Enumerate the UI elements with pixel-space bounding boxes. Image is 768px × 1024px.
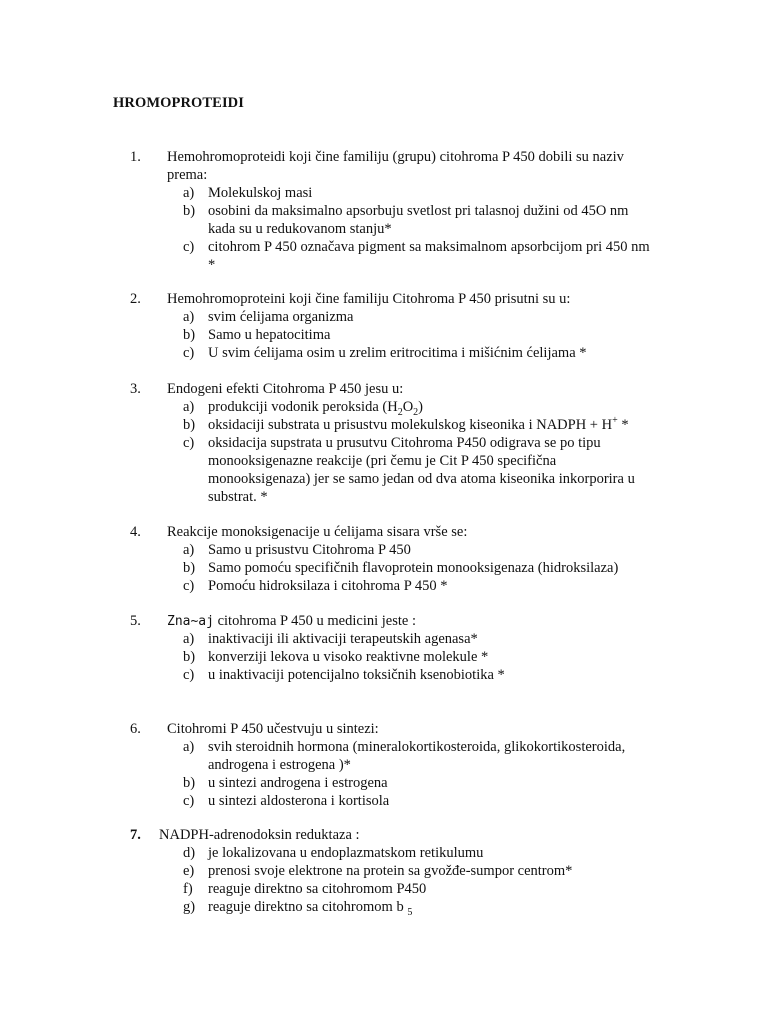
option-text: u sintezi aldosterona i kortisola bbox=[208, 793, 390, 809]
option-text bbox=[208, 398, 656, 416]
question-number: 3. bbox=[130, 381, 141, 397]
option-text-part: O bbox=[402, 399, 414, 415]
option-text: citohrom P 450 označava pigment sa maksimalnom apsorbcijom pri 450 nm * bbox=[208, 239, 650, 273]
question-7-options bbox=[0, 844, 768, 916]
option-label: a) bbox=[183, 631, 195, 647]
question-text-mono: Zna~aj bbox=[167, 614, 214, 629]
option-text: Samo pomoću specifičnih flavoprotein monooksigenaza (hidroksilaza) bbox=[208, 560, 619, 576]
option bbox=[0, 738, 768, 774]
question-1-options bbox=[0, 184, 768, 274]
document-title: HROMOPROTEIDI bbox=[113, 95, 244, 111]
option-label: a) bbox=[183, 542, 195, 558]
option bbox=[0, 559, 768, 577]
question-text: Endogeni efekti Citohroma P 450 jesu u: bbox=[167, 381, 404, 397]
option-text: konverziji lekova u visoko reaktivne molekule * bbox=[208, 649, 489, 665]
option-text: svih steroidnih hormona (mineralokortikosteroida, glikokortikosteroida, androgena i estrogena )* bbox=[208, 739, 626, 773]
question-5-options bbox=[0, 630, 768, 684]
option bbox=[0, 792, 768, 810]
question-text bbox=[167, 612, 657, 631]
option-label: e) bbox=[183, 863, 195, 879]
question-2-options bbox=[0, 308, 768, 362]
question-3-options bbox=[0, 398, 768, 506]
question-text: Hemohromoproteini koji čine familiju Citohroma P 450 prisutni su u: bbox=[167, 291, 571, 307]
option-label: b) bbox=[183, 775, 196, 791]
option-text-part: produkciji vodonik peroksida (H bbox=[208, 399, 398, 415]
option-text: U svim ćelijama osim u zrelim eritrocitima i mišićnim ćelijama * bbox=[208, 345, 587, 361]
option-text-part: ) bbox=[418, 399, 424, 415]
option-label: c) bbox=[183, 435, 195, 451]
option-label: c) bbox=[183, 345, 195, 361]
option-label: g) bbox=[183, 899, 196, 915]
option-text: svim ćelijama organizma bbox=[208, 309, 354, 325]
question-number: 7. bbox=[130, 827, 141, 843]
option-label: d) bbox=[183, 845, 196, 861]
option-text-part: * bbox=[617, 417, 629, 433]
question-text-rest: citohroma P 450 u medicini jeste : bbox=[213, 613, 416, 629]
option bbox=[0, 630, 768, 648]
question-text: Hemohromoproteidi koji čine familiju (grupu) citohroma P 450 dobili su naziv prema: bbox=[167, 149, 624, 183]
option bbox=[0, 184, 768, 202]
subscript: 2 bbox=[397, 406, 403, 418]
option bbox=[0, 326, 768, 344]
option-text: reaguje direktno sa citohromom P450 bbox=[208, 881, 427, 897]
option-label: b) bbox=[183, 649, 196, 665]
option-label: f) bbox=[183, 881, 193, 897]
option-text-part: reaguje direktno sa citohromom b bbox=[208, 899, 408, 915]
question-number: 1. bbox=[130, 149, 141, 165]
option-text: Samo u hepatocitima bbox=[208, 327, 331, 343]
option-label: a) bbox=[183, 309, 195, 325]
option bbox=[0, 434, 768, 506]
option bbox=[0, 344, 768, 362]
option-label: c) bbox=[183, 578, 195, 594]
option-label: c) bbox=[183, 667, 195, 683]
question-number: 5. bbox=[130, 613, 141, 629]
option-label: b) bbox=[183, 417, 196, 433]
option bbox=[0, 238, 768, 274]
option-text: Samo u prisustvu Citohroma P 450 bbox=[208, 542, 411, 558]
option-text: oksidacija supstrata u prusutvu Citohroma P450 odigrava se po tipu monooksigenazne reakcije (pri čemu je Cit P 450 specifična monooksigenaza) jer se samo jedan od dva atoma kiseonika inkorporira u substrat. * bbox=[208, 435, 635, 505]
option bbox=[0, 898, 768, 916]
option-text bbox=[208, 416, 656, 434]
option bbox=[0, 774, 768, 792]
option-text-part: oksidaciji substrata u prisustvu molekulskog kiseonika i NADPH + H bbox=[208, 417, 613, 433]
option-label: a) bbox=[183, 739, 195, 755]
option bbox=[0, 416, 768, 434]
option bbox=[0, 666, 768, 684]
option bbox=[0, 398, 768, 416]
option-label: c) bbox=[183, 239, 195, 255]
question-text: NADPH-adrenodoksin reduktaza : bbox=[159, 827, 360, 843]
option-label: b) bbox=[183, 327, 196, 343]
option-text: Pomoću hidroksilaza i citohroma P 450 * bbox=[208, 578, 448, 594]
question-4-options bbox=[0, 541, 768, 595]
question-text: Citohromi P 450 učestvuju u sintezi: bbox=[167, 721, 379, 737]
option bbox=[0, 862, 768, 880]
option bbox=[0, 308, 768, 326]
subscript: 2 bbox=[413, 406, 419, 418]
question-number: 4. bbox=[130, 524, 141, 540]
option bbox=[0, 880, 768, 898]
question-number: 6. bbox=[130, 721, 141, 737]
option-text: Molekulskoj masi bbox=[208, 185, 313, 201]
option bbox=[0, 577, 768, 595]
question-number: 2. bbox=[130, 291, 141, 307]
option-text: osobini da maksimalno apsorbuju svetlost pri talasnoj dužini od 45O nm kada su u redukovanom stanju* bbox=[208, 203, 629, 237]
option-text: u inaktivaciji potencijalno toksičnih ksenobiotika * bbox=[208, 667, 505, 683]
option-text bbox=[208, 898, 656, 916]
option-label: b) bbox=[183, 560, 196, 576]
option bbox=[0, 844, 768, 862]
subscript: 5 bbox=[407, 906, 413, 918]
option-text: u sintezi androgena i estrogena bbox=[208, 775, 388, 791]
superscript: + bbox=[612, 415, 618, 427]
option-text: prenosi svoje elektrone na protein sa gvožđe-sumpor centrom* bbox=[208, 863, 573, 879]
option-label: a) bbox=[183, 399, 195, 415]
option-label: a) bbox=[183, 185, 195, 201]
option-text: inaktivaciji ili aktivaciji terapeutskih agenasa* bbox=[208, 631, 478, 647]
question-text: Reakcije monoksigenacije u ćelijama sisara vrše se: bbox=[167, 524, 468, 540]
option bbox=[0, 202, 768, 238]
option bbox=[0, 541, 768, 559]
option-text: je lokalizovana u endoplazmatskom retikulumu bbox=[208, 845, 484, 861]
option bbox=[0, 648, 768, 666]
option-label: c) bbox=[183, 793, 195, 809]
question-6-options bbox=[0, 738, 768, 810]
option-label: b) bbox=[183, 203, 196, 219]
